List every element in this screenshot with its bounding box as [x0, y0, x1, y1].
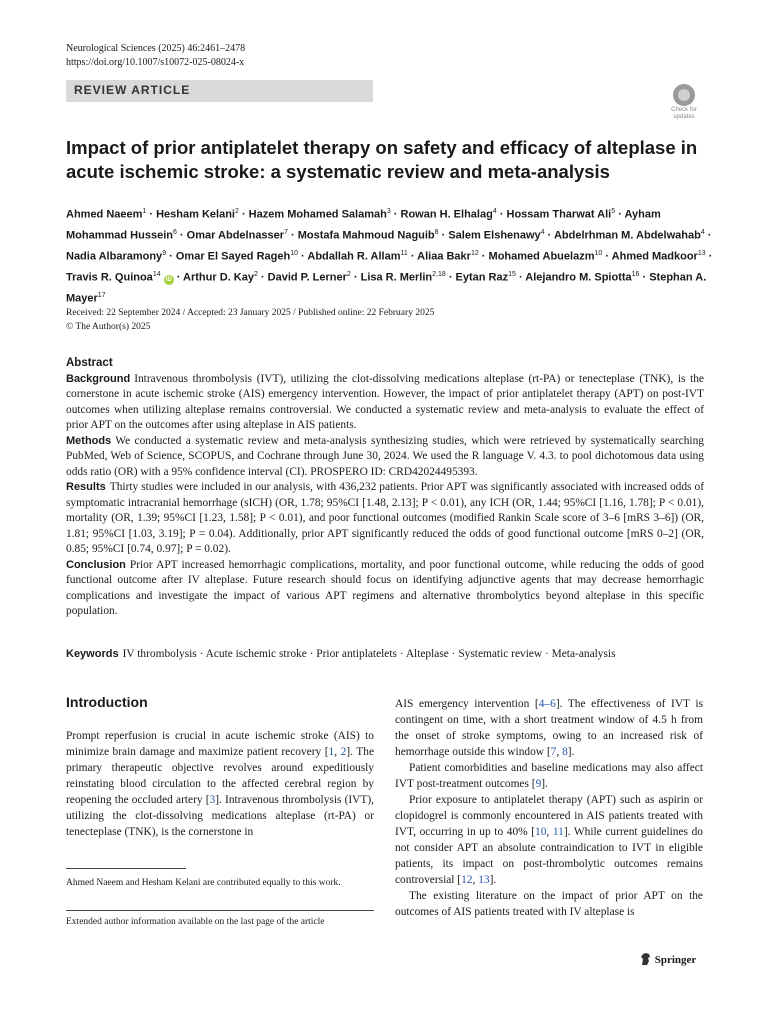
article-title: Impact of prior antiplatelet therapy on safety and efficacy of alteplase in acute ischemic stroke: a systematic review and meta-analysis — [66, 137, 698, 182]
author-affiliation: 11 — [400, 249, 408, 257]
introduction-heading: Introduction — [66, 694, 148, 710]
keywords-label: Keywords — [66, 648, 119, 660]
background-text: Intravenous thrombolysis (IVT), utilizing the clot-dissolving medications alteplase (rt-PA) or tenecteplase (TNK), is the cornerstone in acute ischemic stroke (AIS) emergency intervention. However, the impact of prior antiplatelet therapy (APT) on post-IVT outcomes when utilizing alteplase remains controversial. We conducted a systematic review and meta-analysis to evaluate the effect of prior APT on the outcomes after using alteplase in AIS patients. — [66, 372, 704, 431]
conclusion-text: Prior APT increased hemorrhagic complications, mortality, and poor functional outcome, while reducing the odds of good functional outcome after IV alteplase. Future research should focus on identifying adjunctive agents that may decrease hemorrhagic complications and investigate the impact of various APT regimens and alternative thrombolytics beyond alteplase in this specific population. — [66, 558, 704, 617]
abstract-methods — [66, 434, 704, 481]
check-for-updates-badge[interactable] — [664, 84, 704, 124]
article-type-label: REVIEW ARTICLE — [74, 83, 191, 97]
results-text: Thirty studies were included in our analysis, with 436,232 patients. Prior APT was significantly associated with increased odds of symptomatic intracranial hemorrhage (sICH) (OR, 1.78; 95%CI [1.48, 2.13]; P < 0.01), any ICH (OR, 1.44; 95%CI [1.16, 1.78]; P < 0.01), mortality (OR, 1.39; 95%CI [1.23, 1.58]; P < 0.01), and poor functional outcomes (modified Rankin Scale score of 3–6 [mRS 3–6]) (OR, 1.81; 95%CI [1.03, 3.19]; P = 0.04). Additionally, prior APT significantly reduced the odds of good functional outcome [mRS 0–2] (OR, 0.85; 95%CI [0.74, 0.97]; P = 0.02). — [66, 481, 704, 555]
orcid-icon[interactable]: iD — [165, 276, 172, 283]
footnote-divider — [66, 910, 374, 911]
publisher-name: Springer — [654, 954, 697, 966]
footnote-divider — [66, 868, 186, 869]
keywords-section — [66, 647, 706, 662]
publication-dates — [66, 306, 434, 334]
author-name[interactable]: Hossam Tharwat Ali — [506, 208, 612, 221]
author-name[interactable]: Alejandro M. Spiotta — [525, 271, 632, 284]
author-name[interactable]: Mohamed Abuelazm — [488, 250, 595, 263]
text-run: ]. — [489, 874, 497, 886]
text-run: ]. — [567, 746, 575, 758]
author-affiliation: 1 — [142, 208, 147, 215]
author-affiliation: 12 — [470, 249, 479, 257]
author-affiliation: 10 — [290, 249, 298, 257]
citation-link[interactable]: 11 — [552, 826, 564, 838]
author-name[interactable]: Ayham Mohammad Hussein — [66, 208, 661, 242]
author-affiliation: 17 — [97, 291, 106, 299]
author-affiliation: 4 — [492, 208, 497, 215]
author-name[interactable]: Ahmed Madkoor — [611, 250, 698, 263]
results-label: Results — [66, 481, 106, 493]
doi-link[interactable]: https://doi.org/10.1007/s10072-025-08024-x — [66, 57, 245, 68]
text-run: , — [556, 746, 563, 758]
author-list: Ahmed Naeem$^1$ · Hesham Kelani$^2$ · Hazem Mohamed Salamah$^3$ · Rowan H. Elhalag$^4$ · Hossam Tharwat Ali$^5$ · Ayham Mohammad Hussein$^6$ · Omar Abdelnasser$^7$ · Mostafa Mahmoud Naguib$^8$ · Salem Elshenawy$^4$ · Abdelrhman M. Abdelwahab$^4$ · Nadia Albaramony$^9$ · Omar El Sayed Rageh$^{10}$ · Abdallah R. Allam$^{11}$ · Aliaa Bakr$^{12}$ · Mohamed Abuelazm$^{10}$ · Ahmed Madkoor$^{13}$ · Travis R. Quinoa$^{14}$ iD · Arthur D. Kay$^2$ · David P. Lerner$^2$ · Lisa R. Merlin$^{2,18}$ · Eytan Raz$^{15}$ · Alejandro M. Spiotta$^{16}$ · Stephan A. Mayer$^{17}$ — [66, 208, 713, 305]
citation-link[interactable]: 3 — [209, 794, 216, 806]
author-name[interactable]: Omar El Sayed Rageh — [175, 250, 291, 263]
text-run: ]. The effectiveness of IVT is contingent on time, with a short treatment window of 4.5 h from the onset of stroke symptoms, owing to an increased risk of hemorrhage outside this window [ — [395, 698, 703, 758]
author-name[interactable]: Hazem Mohamed Salamah — [248, 208, 387, 221]
author-affiliation: 4 — [700, 228, 705, 236]
conclusion-label: Conclusion — [66, 558, 126, 571]
methods-label: Methods — [66, 434, 112, 447]
author-name[interactable]: Travis R. Quinoa — [66, 271, 153, 284]
author-name[interactable]: Abdelrhman M. Abdelwahab — [553, 229, 701, 242]
author-affiliation: 14 — [152, 270, 161, 278]
author-affiliation: 2,18 — [432, 270, 446, 278]
intro-left-column — [66, 728, 374, 840]
text-run: ]. While current guidelines do not consider APT an absolute contraindication to IVT in eligible patients, its impact on post-thrombolytic outcomes remains controversial [ — [395, 826, 703, 886]
abstract-heading: Abstract — [66, 357, 113, 369]
author-affiliation: 6 — [172, 228, 177, 236]
author-name[interactable]: Lisa R. Merlin — [360, 271, 433, 284]
author-name[interactable]: Arthur D. Kay — [183, 271, 254, 284]
author-name[interactable]: Mostafa Mahmoud Naguib — [297, 229, 435, 242]
citation-link[interactable]: 13 — [478, 874, 490, 886]
keywords-text: IV thrombolysis · Acute ischemic stroke · Prior antiplatelets · Alteplase · Systematic review · Meta-analysis — [122, 648, 616, 660]
intro-right-column — [395, 696, 703, 920]
author-affiliation: 9 — [162, 249, 167, 257]
author-affiliation: 3 — [386, 208, 391, 215]
author-affiliation: 15 — [508, 270, 516, 278]
author-name[interactable]: Omar Abdelnasser — [186, 229, 285, 242]
journal-citation: Neurological Sciences (2025) 46:2461–2478 — [66, 43, 246, 54]
intro-paragraph — [66, 728, 374, 840]
author-name[interactable]: Abdallah R. Allam — [307, 250, 401, 263]
author-affiliation: 2 — [346, 270, 351, 278]
abstract-conclusion — [66, 558, 704, 620]
citation-link[interactable]: 4–6 — [538, 698, 556, 710]
publisher-logo — [640, 952, 696, 966]
author-affiliation: 10 — [594, 249, 603, 257]
author-affiliation: 8 — [434, 228, 439, 236]
text-run: Prompt reperfusion is crucial in acute ischemic stroke (AIS) to minimize brain damage and maximize patient recovery [ — [66, 730, 374, 758]
abstract-results — [66, 480, 704, 558]
intro-paragraph — [395, 792, 703, 888]
author-affiliation: 2 — [253, 270, 258, 278]
author-name[interactable]: Rowan H. Elhalag — [400, 208, 493, 221]
author-name[interactable]: Salem Elshenawy — [448, 229, 541, 242]
intro-paragraph — [395, 760, 703, 792]
methods-text: We conducted a systematic review and meta-analysis synthesizing studies, which were retrieved by systematically searching PubMed, Web of Science, SCOPUS, and Cochrane through June 30, 2024. We used the R language V. 4.3. to pool dichotomous data using odds ratio (OR) with a 95% confidence interval (CI). PROSPERO ID: CRD42024495393. — [66, 434, 704, 478]
author-affiliation: 7 — [284, 228, 288, 236]
citation-link[interactable]: 2 — [340, 746, 347, 758]
intro-paragraph: The existing literature on the impact of prior APT on the outcomes of AIS patients treated with IV alteplase is — [395, 890, 703, 918]
text-run: Prior exposure to antiplatelet therapy (APT) such as aspirin or clopidogrel is commonly encountered in AIS patients treated with IVT, occurring in up to 40% [ — [395, 794, 703, 838]
citation-link[interactable]: 9 — [535, 778, 542, 790]
author-affiliation: 13 — [697, 249, 706, 257]
text-run: , — [334, 746, 341, 758]
text-run: Patient comorbidities and baseline medications may also affect IVT post-treatment outcomes [ — [395, 762, 703, 790]
author-affiliation: 2 — [234, 208, 239, 215]
journal-header — [66, 42, 245, 70]
citation-link[interactable]: 7 — [550, 746, 557, 758]
author-affiliation: 16 — [631, 270, 640, 278]
text-run: ]. — [541, 778, 548, 790]
abstract-background — [66, 372, 704, 434]
springer-horse-icon — [640, 952, 652, 966]
text-run: ]. The primary therapeutic objective revolves around expeditiously reinstating blood circulation to the affected cerebral region by reopening the occluded artery [ — [66, 746, 375, 806]
text-run: , — [472, 874, 479, 886]
abstract-section — [66, 356, 704, 620]
author-name[interactable]: Eytan Raz — [455, 271, 509, 284]
author-name[interactable]: Hesham Kelani — [156, 208, 235, 221]
citation-link[interactable]: 1 — [328, 746, 335, 758]
text-run: , — [546, 826, 553, 838]
check-updates-label: Check for updates — [671, 107, 697, 120]
text-run: AIS emergency intervention [ — [395, 698, 539, 710]
intro-paragraph — [395, 696, 703, 760]
received-accepted-published: Received: 22 September 2024 / Accepted: 23 January 2025 / Published online: 22 February 2025 — [66, 308, 435, 318]
author-name[interactable]: Ahmed Naeem — [66, 208, 143, 221]
copyright: © The Author(s) 2025 — [66, 322, 151, 332]
footnote-equal-contribution: Ahmed Naeem and Hesham Kelani are contributed equally to this work. — [66, 878, 341, 888]
citation-link[interactable]: 10 — [535, 826, 547, 838]
citation-link[interactable]: 12 — [461, 874, 473, 886]
text-run: ]. Intravenous thrombolysis (IVT), utilizing the clot-dissolving medications alteplase (rt-PA) or tenecteplase (TNK), is the cornerstone in — [66, 794, 374, 838]
author-name[interactable]: Aliaa Bakr — [417, 250, 471, 263]
citation-link[interactable]: 8 — [562, 746, 568, 758]
author-name[interactable]: David P. Lerner — [267, 271, 347, 284]
check-updates-icon — [673, 84, 695, 106]
author-affiliation: 4 — [540, 228, 545, 236]
background-label: Background — [66, 372, 131, 385]
footnote-extended-info: Extended author information available on the last page of the article — [66, 917, 325, 927]
author-affiliation: 5 — [611, 208, 616, 215]
author-name[interactable]: Nadia Albaramony — [66, 250, 163, 263]
author-name[interactable]: Stephan A. Mayer — [66, 271, 707, 305]
article-type-bar — [66, 80, 373, 102]
